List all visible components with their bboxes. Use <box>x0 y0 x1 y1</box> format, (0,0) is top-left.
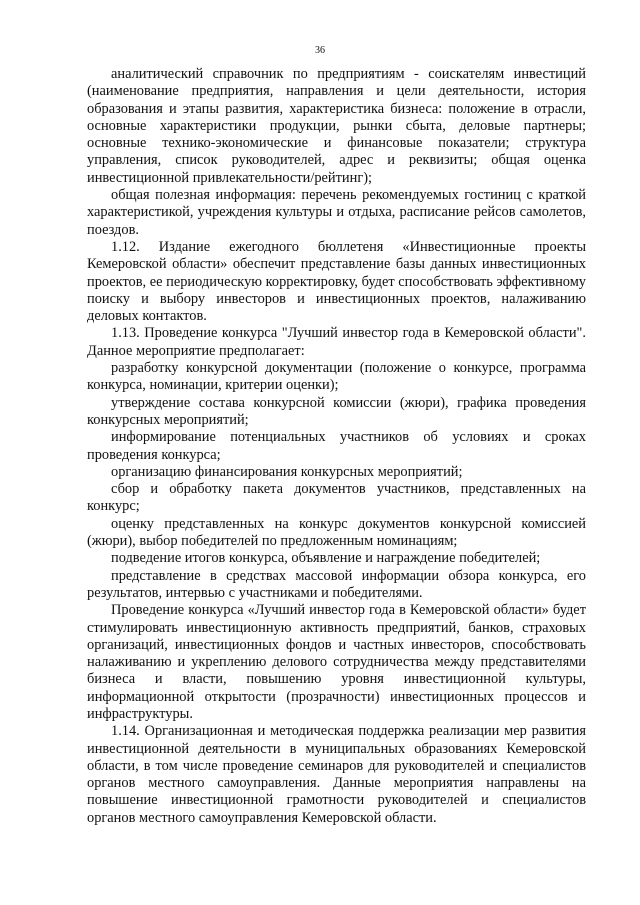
list-item-collection: сбор и обработку пакета документов участников, представленных на конкурс; <box>87 481 586 515</box>
page-number: 36 <box>315 45 325 56</box>
list-item-jury: утверждение состава конкурсной комиссии (жюри), графика проведения конкурсных мероприятий; <box>87 394 586 428</box>
paragraph-general-info: общая полезная информация: перечень рекомендуемых гостиниц с краткой характеристикой, учреждения культуры и отдыха, расписание рейсов самолетов, поездов. <box>87 187 586 238</box>
list-item-informing: информирование потенциальных участников об условиях и сроках проведения конкурса; <box>87 429 586 463</box>
list-item-media: представление в средствах массовой информации обзора конкурса, его результатов, интервью с участниками и победителями. <box>87 567 586 601</box>
list-item-financing: организацию финансирования конкурсных мероприятий; <box>111 463 463 480</box>
list-item-evaluation: оценку представленных на конкурс документов конкурсной комиссией (жюри), выбор победителей по предложенным номинациям; <box>87 515 586 550</box>
paragraph-1-12-bulletin: 1.12. Издание ежегодного бюллетеня «Инвестиционные проекты Кемеровской области» обеспечит представление базы данных инвестиционных проектов, ее периодическую корректировку, будет способствовать эффективному поиску и выбору инвесторов и инвестиционных проектов, налаживанию деловых контактов. <box>87 238 586 325</box>
list-item-contest-docs: разработку конкурсной документации (положение о конкурсе, программа конкурса, номинации, критерии оценки); <box>87 360 586 394</box>
paragraph-analytic-handbook: аналитический справочник по предприятиям - соискателям инвестиций (наименование предприятия, направления и цели деятельности, история образования и этапы развития, характеристика бизнеса: положение в отрасли, основные характеристики продукции, рынки сбыта, деловые партнеры; основные технико-экономические и финансовые показатели; структура управления, список руководителей, адрес и реквизиты; общая оценка инвестиционной привлекательности/рейтинг); <box>87 66 586 186</box>
paragraph-contest-effect: Проведение конкурса «Лучший инвестор года в Кемеровской области» будет стимулировать инвестиционную активность предприятий, банков, страховых организаций, инвестиционных фондов и частных инвесторов, способствовать налаживанию и укреплению делового сотрудничества между представителями бизнеса и власти, повышению уровня инвестиционной культуры, информационной открытости (прозрачности) инвестиционных процессов и инфраструктуры. <box>87 602 586 722</box>
paragraph-1-13-contest: 1.13. Проведение конкурса "Лучший инвестор года в Кемеровской области". Данное мероприятие предполагает: <box>87 325 586 359</box>
list-item-results: подведение итогов конкурса, объявление и награждение победителей; <box>111 550 541 567</box>
document-body <box>87 66 586 827</box>
paragraph-1-14-support: 1.14. Организационная и методическая поддержка реализации мер развития инвестиционной деятельности в муниципальных образованиях Кемеровской области, в том числе проведение семинаров для руководителей и специалистов органов местного самоуправления. Данные мероприятия направлены на повышение инвестиционной грамотности руководителей и специалистов органов местного самоуправления Кемеровской области. <box>87 723 586 826</box>
